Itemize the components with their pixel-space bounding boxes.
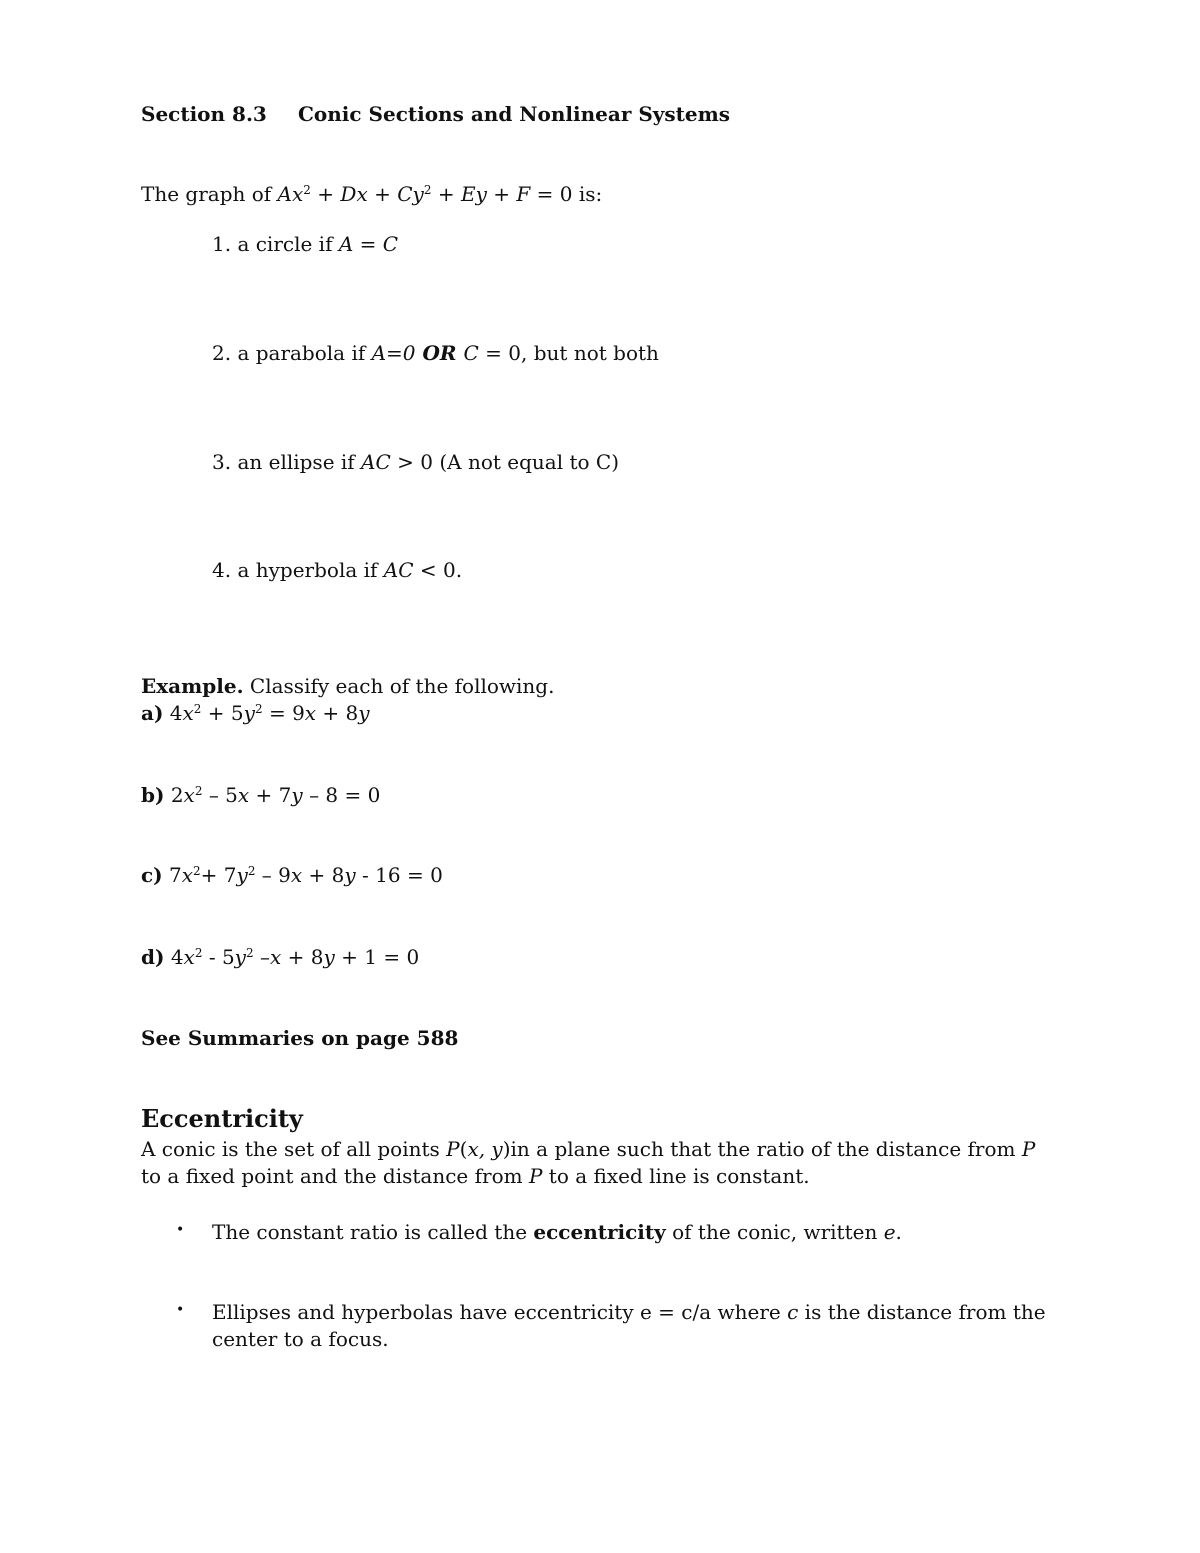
math-variable: P (1021, 1137, 1036, 1161)
text-fragment: – 9 (255, 863, 291, 887)
rule-var: A=0 (371, 341, 416, 365)
eq-var: C (397, 182, 413, 206)
eq-var: E (460, 182, 476, 206)
text-fragment: – 5 (202, 783, 238, 807)
eq-var: y (475, 182, 487, 206)
text-fragment: + 8 (281, 945, 324, 969)
rule-hyperbola (212, 557, 462, 583)
example-intro (141, 673, 554, 699)
rule-text: 2. a parabola if (212, 341, 372, 365)
rule-var: A (338, 232, 354, 256)
math-variable: y (344, 863, 356, 887)
example-item-d (141, 944, 419, 970)
text-fragment: to a fixed line is constant. (542, 1164, 810, 1188)
rule-parabola (212, 340, 659, 366)
text-fragment: 7 (169, 863, 182, 887)
text-fragment: – (253, 945, 270, 969)
text-fragment: ( (459, 1137, 468, 1161)
text-fragment: – 8 = 0 (302, 783, 381, 807)
math-variable: x, y (467, 1137, 503, 1161)
eccentricity-bullet-2 (212, 1299, 1062, 1353)
eccentricity-definition (141, 1136, 1041, 1190)
eq-var: A (277, 182, 292, 206)
bullet-icon: • (176, 1302, 185, 1318)
text-fragment: 4 (169, 701, 183, 725)
eq-op: = 0 is: (530, 182, 603, 206)
eccentricity-bullet-1 (212, 1219, 902, 1245)
intro-text: The graph of (141, 182, 278, 206)
text-fragment: is the distance from the center to a focus. (212, 1300, 1046, 1351)
item-label: a) (141, 701, 164, 725)
math-variable: x (183, 783, 195, 807)
text-fragment: + 8 (316, 701, 359, 725)
page-title: Conic Sections and Nonlinear Systems (298, 102, 731, 126)
eq-var: F (516, 182, 531, 206)
intro-line (141, 181, 602, 207)
math-variable: P (528, 1164, 543, 1188)
rule-text: < 0. (413, 558, 463, 582)
exponent: 2 (247, 864, 256, 878)
eq-op: + (486, 182, 517, 206)
math-variable: c (787, 1300, 799, 1324)
rule-or: OR (415, 341, 464, 365)
text-fragment: Ellipses and hyperbolas have eccentricity e = c/a where (212, 1300, 788, 1324)
text-fragment: 2 (170, 783, 184, 807)
rule-text: > 0 (A not equal to C) (390, 450, 620, 474)
text-fragment: = 9 (262, 701, 305, 725)
text-fragment: + 8 (302, 863, 345, 887)
rule-text: 4. a hyperbola if (212, 558, 384, 582)
math-variable: x (269, 945, 282, 969)
math-variable: x (183, 945, 195, 969)
math-variable: P (446, 1137, 460, 1161)
eq-op: + (431, 182, 461, 206)
eq-var: y (412, 182, 424, 206)
rule-text: 3. an ellipse if (212, 450, 362, 474)
text-fragment: of the conic, written (665, 1220, 884, 1244)
eq-op: + (310, 182, 341, 206)
rule-text: = 0, but not both (478, 341, 659, 365)
eq-exp: 2 (303, 183, 311, 197)
math-variable: x (237, 783, 250, 807)
rule-text: 1. a circle if (212, 232, 339, 256)
eq-var: D (340, 182, 357, 206)
eq-var: x (356, 182, 368, 206)
text-fragment: 4 (170, 945, 184, 969)
example-item-b (141, 782, 380, 808)
math-variable: x (304, 701, 317, 725)
example-label: Example. (141, 674, 244, 698)
eq-op: + (367, 182, 398, 206)
exponent: 2 (194, 946, 203, 960)
text-fragment: - 16 = 0 (355, 863, 443, 887)
rule-var: AC (383, 558, 414, 582)
text-fragment: + 7 (200, 863, 237, 887)
text-fragment: + 1 = 0 (334, 945, 420, 969)
rule-text: = (353, 232, 383, 256)
example-item-a (141, 700, 370, 726)
rule-var: C (463, 341, 479, 365)
text-fragment: The constant ratio is called the (212, 1220, 534, 1244)
text-fragment: to a fixed point and the distance from (141, 1164, 529, 1188)
exponent: 2 (254, 702, 263, 716)
text-fragment: A conic is the set of all points (141, 1137, 447, 1161)
rule-ellipse (212, 449, 619, 475)
math-variable: y (358, 701, 370, 725)
rule-var: AC (361, 450, 391, 474)
exponent: 2 (193, 864, 201, 878)
item-label: b) (141, 783, 165, 807)
math-variable: y (236, 863, 248, 887)
exponent: 2 (194, 784, 203, 798)
text-fragment: )in a plane such that the ratio of the distance from (502, 1137, 1022, 1161)
item-label: c) (141, 863, 163, 887)
example-text: Classify each of the following. (243, 674, 555, 698)
eq-exp: 2 (423, 183, 432, 197)
math-variable: e (883, 1220, 896, 1244)
example-item-c (141, 862, 443, 888)
text-fragment: . (895, 1220, 902, 1244)
math-variable: y (323, 945, 335, 969)
math-variable: y (291, 783, 303, 807)
rule-circle (212, 231, 398, 257)
math-variable: x (181, 863, 194, 887)
rule-var: C (382, 232, 399, 256)
exponent: 2 (193, 702, 202, 716)
math-variable: y (243, 701, 255, 725)
text-fragment: - 5 (202, 945, 235, 969)
exponent: 2 (245, 946, 254, 960)
eq-var: x (292, 182, 304, 206)
text-fragment: eccentricity (533, 1220, 666, 1244)
text-fragment: + 7 (249, 783, 292, 807)
text-fragment: + 5 (201, 701, 244, 725)
eccentricity-heading: Eccentricity (141, 1104, 303, 1133)
math-variable: x (182, 701, 194, 725)
item-label: d) (141, 945, 165, 969)
section-number: Section 8.3 (141, 102, 267, 126)
math-variable: x (290, 863, 303, 887)
see-summaries: See Summaries on page 588 (141, 1026, 459, 1050)
bullet-icon: • (176, 1222, 185, 1238)
math-variable: y (234, 945, 246, 969)
